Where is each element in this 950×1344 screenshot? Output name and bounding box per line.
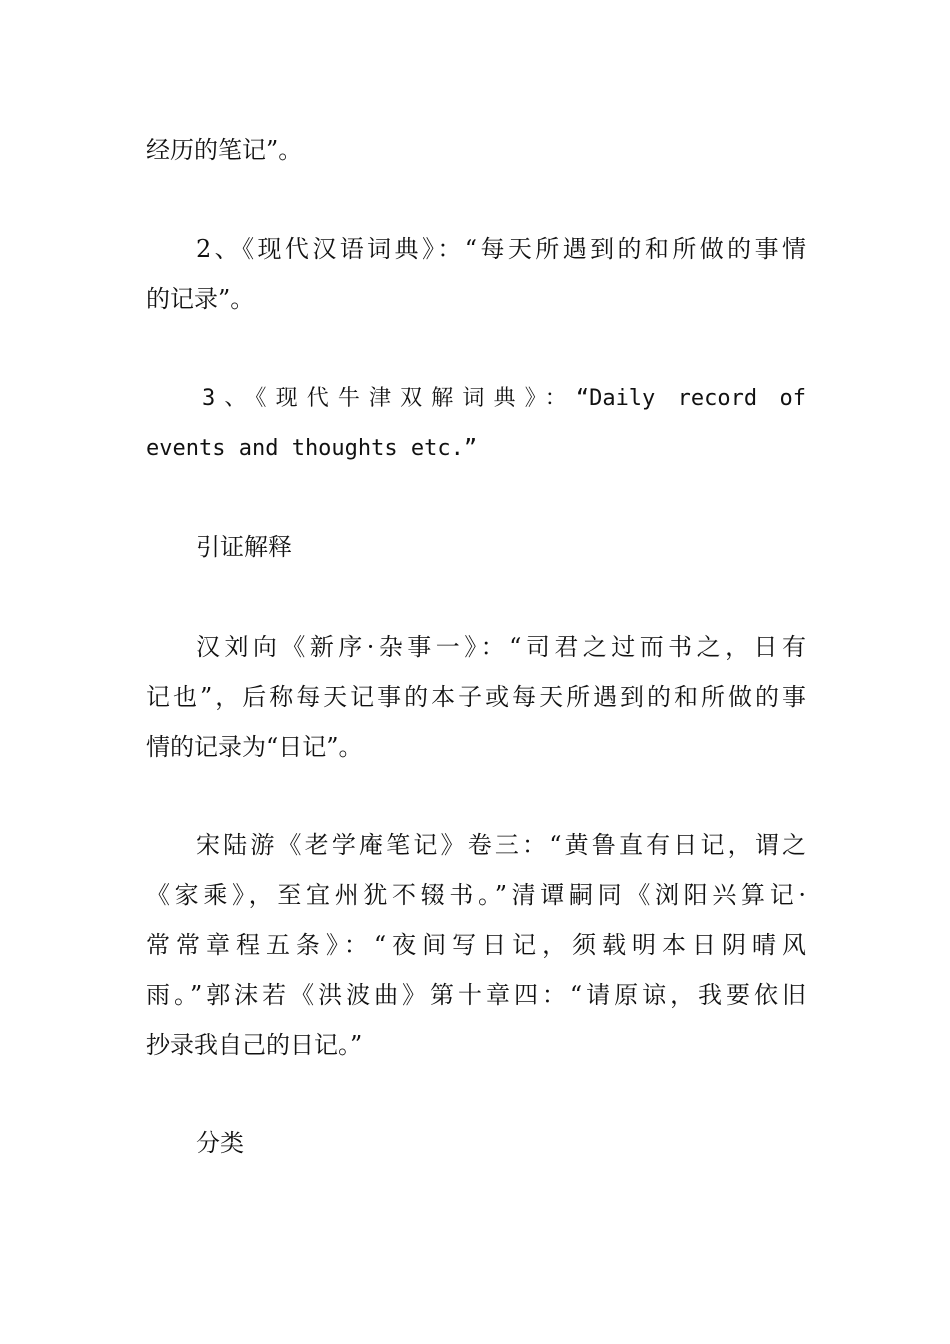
text-line: 雨。”郭沫若《洪波曲》第十章四：“请原谅，我要依旧 <box>146 981 806 1009</box>
text-line: 3、《现代牛津双解词典》：“Daily record of <box>202 386 806 411</box>
text-line: 宋陆游《老学庵笔记》卷三：“黄鲁直有日记，谓之 <box>196 831 806 859</box>
text-line: 常常章程五条》：“夜间写日记，须载明本日阴晴风 <box>146 931 806 959</box>
text-line: 记也”，后称每天记事的本子或每天所遇到的和所做的事 <box>146 683 806 711</box>
text-line: 的记录”。 <box>146 285 255 313</box>
text-line: 《家乘》，至宜州犹不辍书。”清谭嗣同《浏阳兴算记· <box>146 881 806 909</box>
section-heading: 分类 <box>196 1129 244 1157</box>
text-line: events and thoughts etc.” <box>146 436 478 461</box>
text-line: 2、《现代汉语词典》：“每天所遇到的和所做的事情 <box>196 235 806 263</box>
text-line: 抄录我自己的日记。” <box>146 1031 363 1059</box>
section-heading: 引证解释 <box>196 533 292 561</box>
text-line: 经历的笔记”。 <box>146 136 303 164</box>
text-line: 情的记录为“日记”。 <box>146 733 363 761</box>
text-line: 汉刘向《新序·杂事一》：“司君之过而书之，日有 <box>196 633 806 661</box>
